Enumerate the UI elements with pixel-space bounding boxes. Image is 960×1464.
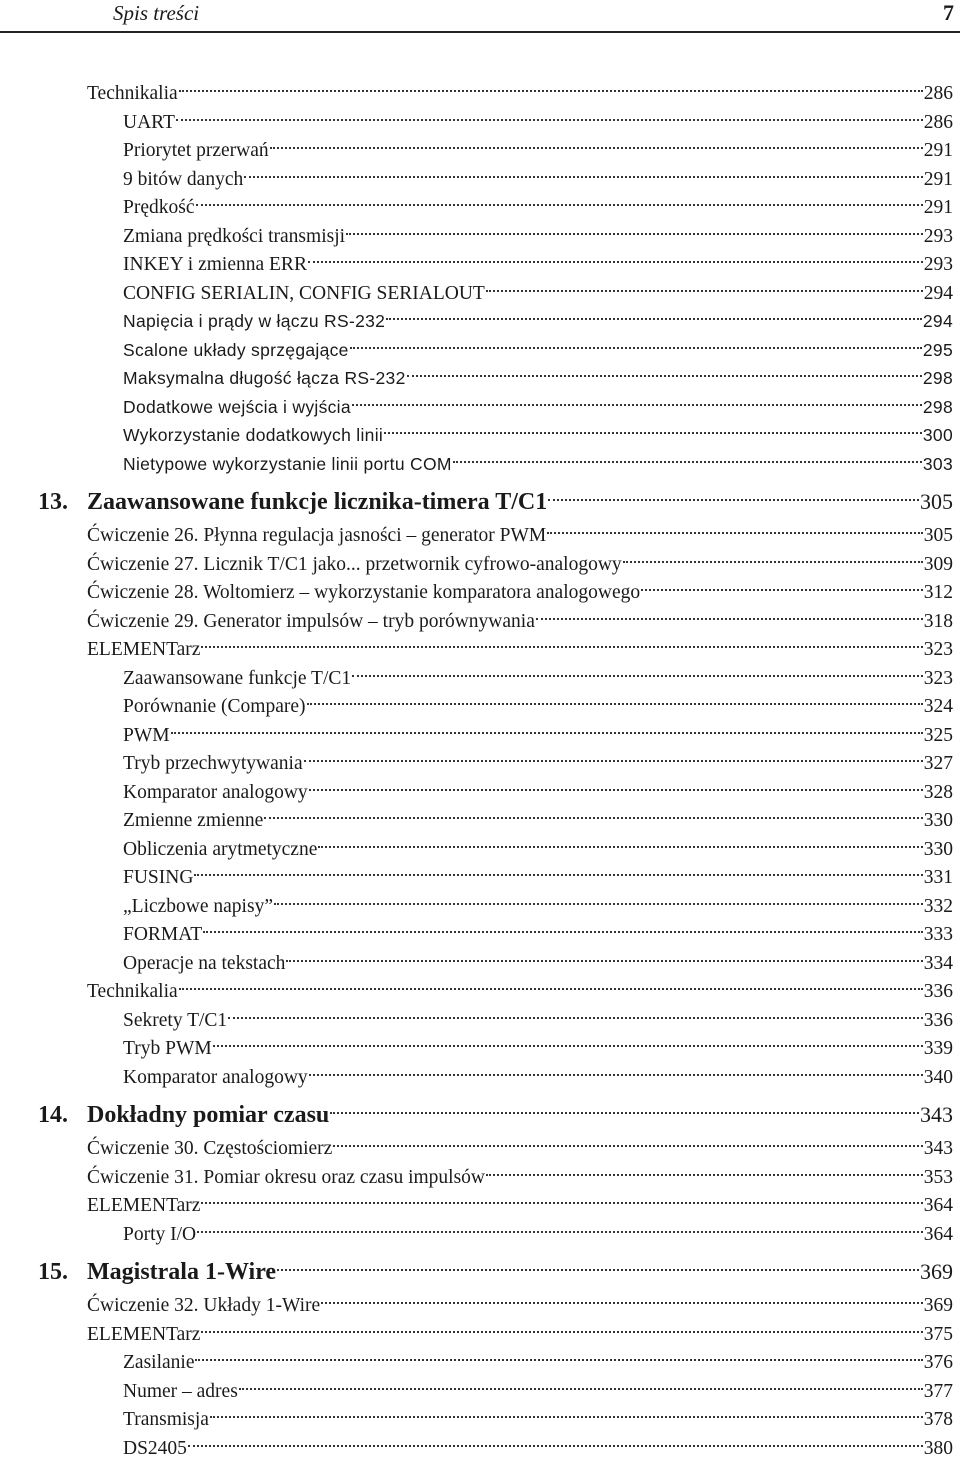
toc-entry[interactable] — [123, 1212, 953, 1245]
toc-entry[interactable] — [123, 912, 953, 945]
dot-leader — [195, 1340, 922, 1368]
dot-leader — [274, 884, 923, 912]
page-ref: 343 — [920, 1102, 953, 1127]
dot-leader — [188, 1426, 923, 1454]
dot-leader — [321, 1283, 923, 1311]
toc-entry[interactable] — [87, 71, 953, 104]
dot-leader — [346, 214, 923, 242]
entry-label: CONFIG SERIALIN, CONFIG SERIALOUT — [123, 282, 485, 304]
dot-leader — [350, 328, 922, 356]
toc-chapter[interactable] — [38, 477, 953, 515]
toc-entry[interactable] — [123, 1369, 953, 1402]
entry-label: Scalone układy sprzęgające — [123, 339, 349, 360]
page-ref: 291 — [923, 197, 953, 218]
toc-entry[interactable] — [123, 1397, 953, 1430]
entry-label: Ćwiczenie 32. Układy 1-Wire — [87, 1295, 321, 1316]
toc-entry[interactable] — [123, 656, 953, 689]
page-ref: 305 — [920, 489, 953, 514]
entry-label: Zmiana prędkości transmisji — [123, 225, 346, 247]
entry-label: Obliczenia arytmetyczne — [123, 838, 318, 860]
page-ref: 295 — [922, 339, 953, 360]
toc-entry[interactable] — [123, 1426, 953, 1459]
entry-label: Prędkość — [123, 197, 195, 218]
page-ref: 330 — [923, 810, 953, 831]
entry-label: Dodatkowe wejścia i wyjścia — [123, 396, 351, 417]
entry-label: Zmienne zmienne — [123, 810, 264, 831]
toc-entry[interactable] — [123, 770, 953, 803]
page-ref: 312 — [923, 582, 953, 603]
page-ref: 336 — [923, 981, 953, 1002]
page-number: 7 — [943, 0, 954, 25]
toc-entry[interactable] — [123, 1055, 953, 1088]
dot-leader — [486, 271, 923, 299]
dot-leader — [352, 385, 922, 413]
toc-entry[interactable] — [123, 128, 953, 161]
entry-label: Operacje na tekstach — [123, 952, 286, 974]
entry-label: Ćwiczenie 31. Pomiar okresu oraz czasu impulsów — [87, 1166, 486, 1188]
dot-leader — [309, 770, 923, 798]
toc-entry[interactable] — [123, 998, 953, 1031]
entry-label: UART — [123, 111, 175, 133]
toc-entry[interactable] — [123, 855, 953, 888]
page-ref: 364 — [923, 1223, 953, 1245]
dot-leader — [264, 798, 923, 826]
page-ref: 369 — [920, 1259, 953, 1284]
entry-label: ELEMENTarz — [87, 639, 201, 660]
entry-label: Ćwiczenie 30. Częstościomierz — [87, 1138, 333, 1159]
entry-label: Ćwiczenie 28. Woltomierz – wykorzystanie komparatora analogowego — [87, 582, 641, 603]
entry-label: ELEMENTarz — [87, 1323, 201, 1345]
entry-label: Numer – adres — [123, 1380, 238, 1402]
chapter-number: 14. — [38, 1102, 68, 1128]
dot-leader — [201, 627, 922, 655]
dot-leader — [228, 998, 923, 1026]
toc-entry[interactable] — [123, 1026, 953, 1059]
dot-leader — [453, 442, 922, 470]
dot-leader — [244, 157, 923, 185]
chapter-title: Zaawansowane funkcje licznika-timera T/C1 — [87, 489, 548, 515]
toc-entry[interactable] — [87, 599, 953, 632]
page-ref: 309 — [923, 553, 953, 575]
page-ref: 376 — [923, 1352, 953, 1373]
dot-leader — [197, 1212, 923, 1240]
dot-leader — [308, 242, 923, 270]
entry-label: Wykorzystanie dodatkowych linii — [123, 425, 384, 445]
toc-entry[interactable] — [87, 1312, 953, 1345]
page-ref: 375 — [923, 1323, 953, 1345]
toc-entry[interactable] — [123, 100, 953, 133]
page-ref: 286 — [923, 83, 953, 104]
dot-leader — [641, 570, 923, 598]
page-ref: 340 — [923, 1066, 953, 1088]
entry-label: Sekrety T/C1 — [123, 1009, 228, 1031]
toc-entry[interactable] — [123, 713, 953, 746]
dot-leader — [201, 1183, 922, 1211]
toc-entry[interactable] — [87, 570, 953, 603]
entry-label: Ćwiczenie 27. Licznik T/C1 jako... przetwornik cyfrowo-analogowy — [87, 553, 622, 575]
page-ref: 332 — [923, 895, 953, 917]
dot-leader — [286, 941, 922, 969]
dot-leader — [547, 513, 923, 541]
dot-leader — [194, 855, 922, 883]
dot-leader — [277, 1247, 919, 1279]
page-ref: 330 — [923, 838, 953, 860]
page-ref: 324 — [923, 696, 953, 717]
toc-entry[interactable] — [87, 627, 953, 660]
page-ref: 325 — [923, 724, 953, 746]
dot-leader — [352, 656, 923, 684]
entry-label: Transmisja — [123, 1409, 209, 1430]
dot-leader — [171, 713, 923, 741]
entry-label: Technikalia — [87, 981, 178, 1002]
dot-leader — [486, 1155, 923, 1183]
dot-leader — [318, 827, 922, 855]
entry-label: Ćwiczenie 26. Płynna regulacja jasności – generator PWM — [87, 525, 547, 546]
dot-leader — [196, 185, 923, 213]
toc-entry[interactable] — [87, 969, 953, 1002]
toc-entry[interactable] — [87, 542, 953, 575]
toc-entry[interactable] — [123, 413, 953, 445]
entry-label: Zasilanie — [123, 1352, 195, 1373]
page-ref: 323 — [923, 639, 953, 660]
page-ref: 377 — [923, 1380, 953, 1402]
dot-leader — [333, 1126, 922, 1154]
page-ref: 336 — [923, 1009, 953, 1031]
dot-leader — [179, 969, 923, 997]
entry-label: Technikalia — [87, 83, 178, 104]
dot-leader — [176, 100, 923, 128]
page-ref: 298 — [922, 396, 953, 417]
toc-entry[interactable] — [87, 1283, 953, 1316]
entry-label: Porównanie (Compare) — [123, 696, 306, 717]
chapter-number: 13. — [38, 489, 68, 515]
dot-leader — [309, 1055, 923, 1083]
page-ref: 293 — [923, 254, 953, 275]
section-title: Spis treści — [113, 1, 200, 25]
dot-leader — [201, 1312, 922, 1340]
page-ref: 323 — [923, 667, 953, 689]
entry-label: DS2405 — [123, 1437, 187, 1459]
dot-leader — [213, 1026, 923, 1054]
page-ref: 328 — [923, 781, 953, 803]
toc-entry[interactable] — [123, 442, 953, 474]
toc-entry[interactable] — [87, 1126, 953, 1159]
toc-entry[interactable] — [87, 1155, 953, 1188]
toc-entry[interactable] — [123, 884, 953, 917]
page-ref: 339 — [923, 1038, 953, 1059]
dot-leader — [203, 912, 923, 940]
page-ref: 333 — [923, 924, 953, 945]
chapter-title: Magistrala 1-Wire — [87, 1259, 277, 1285]
page-ref: 303 — [922, 453, 953, 474]
entry-label: Tryb przechwytywania — [123, 753, 303, 774]
toc-chapter[interactable] — [38, 1090, 953, 1128]
entry-label: FORMAT — [123, 924, 203, 945]
dot-leader — [407, 356, 922, 384]
page-ref: 369 — [923, 1295, 953, 1316]
entry-label: Maksymalna długość łącza RS-232 — [123, 368, 406, 388]
entry-label: Komparator analogowy — [123, 781, 308, 803]
page-ref: 298 — [922, 368, 953, 388]
dot-leader — [304, 741, 923, 769]
dot-leader — [548, 477, 919, 509]
dot-leader — [210, 1397, 923, 1425]
toc-entry[interactable] — [123, 684, 953, 717]
toc-entry[interactable] — [123, 741, 953, 774]
page-ref: 300 — [922, 425, 953, 445]
dot-leader — [384, 413, 922, 441]
entry-label: ELEMENTarz — [87, 1195, 201, 1216]
page-ref: 380 — [923, 1437, 953, 1459]
toc-entry[interactable] — [123, 385, 953, 417]
dot-leader — [536, 599, 923, 627]
entry-label: PWM — [123, 724, 170, 746]
entry-label: Zaawansowane funkcje T/C1 — [123, 667, 352, 689]
chapter-title: Dokładny pomiar czasu — [87, 1102, 330, 1128]
page-ref: 293 — [923, 225, 953, 247]
page-ref: 318 — [923, 610, 953, 632]
toc-entry[interactable] — [123, 185, 953, 218]
dot-leader — [179, 71, 923, 99]
entry-label: Napięcia i prądy w łączu RS-232 — [123, 311, 386, 331]
page-ref: 331 — [923, 867, 953, 888]
page-ref: 353 — [923, 1166, 953, 1188]
page-ref: 294 — [923, 282, 953, 304]
page-ref: 291 — [923, 140, 953, 161]
toc-entry[interactable] — [123, 214, 953, 247]
toc-entry[interactable] — [123, 242, 953, 275]
toc-entry[interactable] — [123, 157, 953, 190]
toc-entry[interactable] — [123, 271, 953, 304]
toc-entry[interactable] — [123, 356, 953, 388]
toc-entry[interactable] — [87, 513, 953, 546]
entry-label: Tryb PWM — [123, 1038, 212, 1059]
page-ref: 378 — [923, 1409, 953, 1430]
page-ref: 327 — [923, 753, 953, 774]
page-ref: 305 — [923, 525, 953, 546]
dot-leader — [386, 299, 922, 327]
dot-leader — [239, 1369, 923, 1397]
page-ref: 364 — [923, 1195, 953, 1216]
entry-label: INKEY i zmienna ERR — [123, 254, 307, 275]
toc-entry[interactable] — [123, 941, 953, 974]
entry-label: Ćwiczenie 29. Generator impulsów – tryb porównywania — [87, 610, 535, 632]
toc-entry[interactable] — [87, 1183, 953, 1216]
entry-label: Priorytet przerwań — [123, 140, 269, 161]
entry-label: Nietypowe wykorzystanie linii portu COM — [123, 453, 452, 474]
toc-entry[interactable] — [123, 328, 953, 360]
toc-entry[interactable] — [123, 827, 953, 860]
entry-label: „Liczbowe napisy” — [123, 895, 273, 917]
dot-leader — [330, 1090, 919, 1122]
dot-leader — [623, 542, 923, 570]
page-ref: 343 — [923, 1138, 953, 1159]
page-ref: 286 — [923, 111, 953, 133]
toc-entry[interactable] — [123, 1340, 953, 1373]
entry-label: Porty I/O — [123, 1223, 197, 1245]
dot-leader — [307, 684, 923, 712]
dot-leader — [270, 128, 923, 156]
entry-label: 9 bitów danych — [123, 168, 244, 190]
chapter-number: 15. — [38, 1259, 68, 1285]
toc-chapter[interactable] — [38, 1247, 953, 1285]
page-ref: 291 — [923, 168, 953, 190]
entry-label: Komparator analogowy — [123, 1066, 308, 1088]
page-ref: 294 — [922, 311, 953, 331]
entry-label: FUSING — [123, 867, 194, 888]
page-ref: 334 — [923, 952, 953, 974]
toc-entry[interactable] — [123, 299, 953, 331]
toc-entry[interactable] — [123, 798, 953, 831]
